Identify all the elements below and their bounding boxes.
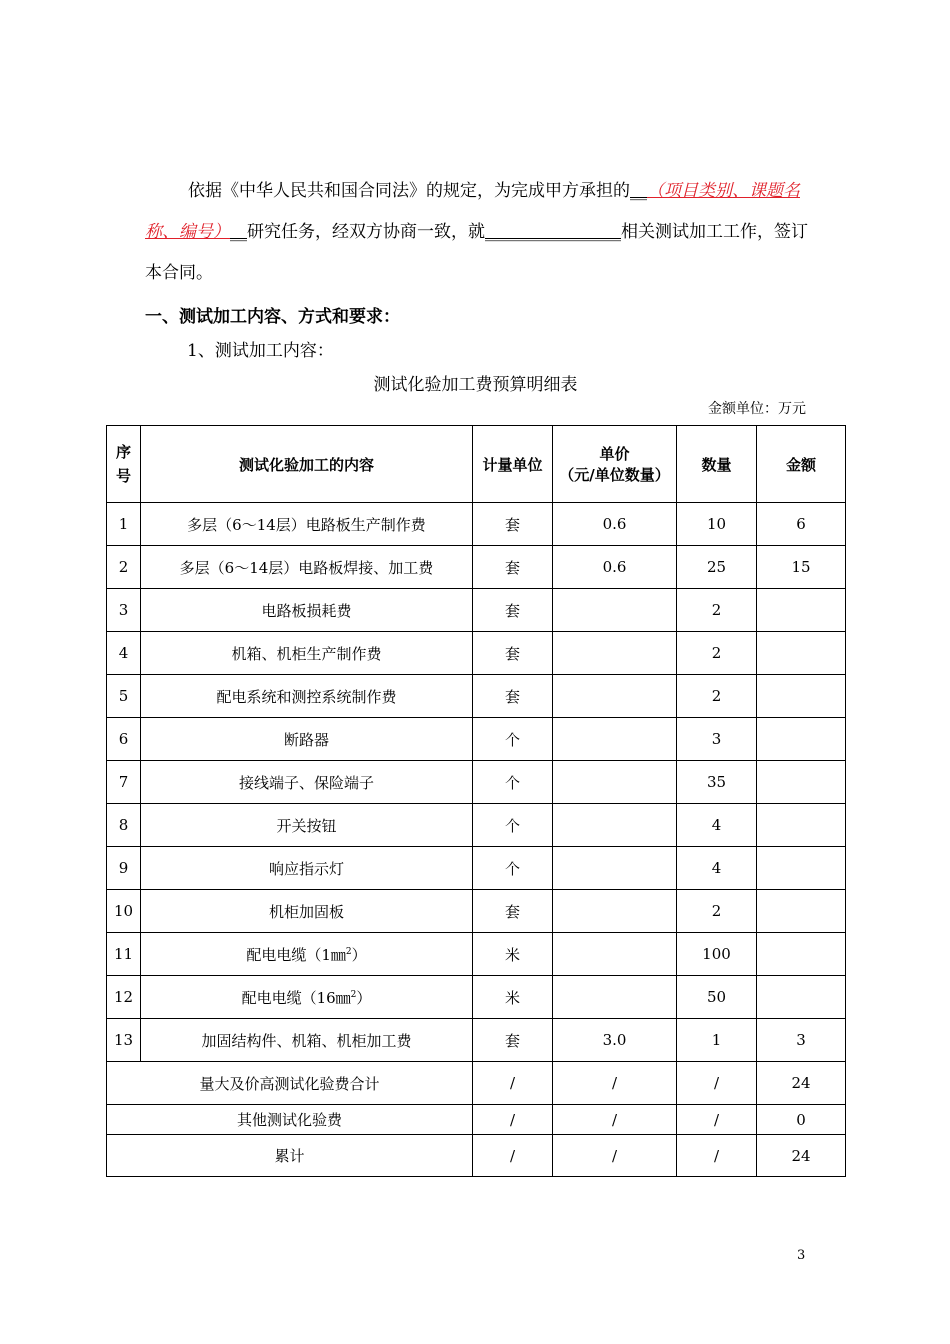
row-qty: 1 — [677, 1019, 757, 1062]
row-content: 接线端子、保险端子 — [141, 761, 473, 804]
row-unit: 套 — [473, 1019, 553, 1062]
intro-part3: 相关测试加工工作，签订本合同。 — [145, 222, 808, 283]
row-no: 3 — [107, 589, 141, 632]
row-qty: 4 — [677, 847, 757, 890]
row-unit: 个 — [473, 847, 553, 890]
header-unit: 计量单位 — [473, 426, 553, 503]
summary-unit: / — [473, 1062, 553, 1105]
summary-row — [107, 1135, 846, 1177]
summary-label: 量大及价高测试化验费合计 — [107, 1062, 473, 1105]
row-qty: 50 — [677, 976, 757, 1019]
header-qty: 数量 — [677, 426, 757, 503]
row-no: 6 — [107, 718, 141, 761]
section-heading: 一、测试加工内容、方式和要求： — [145, 307, 400, 327]
row-unit: 套 — [473, 589, 553, 632]
row-qty: 2 — [677, 675, 757, 718]
row-price — [553, 761, 677, 804]
table-row — [107, 632, 846, 675]
row-unit: 套 — [473, 546, 553, 589]
table-row — [107, 718, 846, 761]
summary-qty: / — [677, 1062, 757, 1105]
intro-part1: 依据《中华人民共和国合同法》的规定，为完成甲方承担的 — [188, 181, 630, 201]
row-content-tail: ） — [351, 945, 367, 964]
row-no: 2 — [107, 546, 141, 589]
table-row — [107, 933, 846, 976]
row-no: 13 — [107, 1019, 141, 1062]
header-price — [553, 426, 677, 503]
row-content-text: 配电电缆（16㎜ — [241, 988, 351, 1007]
header-price-line1: 单价 — [599, 445, 630, 463]
row-unit: 米 — [473, 976, 553, 1019]
table-row — [107, 503, 846, 546]
blank-1: __ — [630, 181, 647, 201]
row-no: 7 — [107, 761, 141, 804]
row-no: 12 — [107, 976, 141, 1019]
intro-part2: 研究任务，经双方协商一致，就 — [247, 222, 485, 242]
row-amount — [757, 718, 846, 761]
table-row — [107, 546, 846, 589]
budget-table — [106, 425, 846, 1177]
header-seq-label: 序号 — [115, 443, 131, 485]
table-row — [107, 1019, 846, 1062]
summary-amount: 24 — [757, 1062, 846, 1105]
summary-qty: / — [677, 1135, 757, 1177]
table-title: 测试化验加工费预算明细表 — [373, 375, 578, 395]
summary-label: 累计 — [107, 1135, 473, 1177]
row-content: 电路板损耗费 — [141, 589, 473, 632]
row-price: 0.6 — [553, 503, 677, 546]
row-content — [141, 976, 473, 1019]
row-qty: 25 — [677, 546, 757, 589]
row-no: 9 — [107, 847, 141, 890]
table-row — [107, 675, 846, 718]
row-amount: 15 — [757, 546, 846, 589]
summary-row — [107, 1062, 846, 1105]
row-unit: 个 — [473, 804, 553, 847]
summary-amount: 24 — [757, 1135, 846, 1177]
row-no: 1 — [107, 503, 141, 546]
row-qty: 2 — [677, 589, 757, 632]
row-content: 开关按钮 — [141, 804, 473, 847]
row-amount — [757, 675, 846, 718]
summary-price: / — [553, 1062, 677, 1105]
row-price — [553, 804, 677, 847]
summary-unit: / — [473, 1105, 553, 1135]
row-content: 机柜加固板 — [141, 890, 473, 933]
table-row — [107, 804, 846, 847]
summary-label: 其他测试化验费 — [107, 1105, 473, 1135]
row-content-superscript: 2 — [345, 946, 352, 957]
row-unit: 套 — [473, 675, 553, 718]
row-amount — [757, 976, 846, 1019]
table-header-row — [107, 426, 846, 503]
row-content-tail: ） — [356, 988, 372, 1007]
blank-3: ________________ — [485, 222, 621, 242]
row-unit: 个 — [473, 761, 553, 804]
unit-note: 金额单位：万元 — [708, 401, 806, 417]
row-amount — [757, 761, 846, 804]
row-price — [553, 847, 677, 890]
row-no: 8 — [107, 804, 141, 847]
row-amount — [757, 933, 846, 976]
row-no: 5 — [107, 675, 141, 718]
table-row — [107, 847, 846, 890]
row-qty: 100 — [677, 933, 757, 976]
row-price — [553, 675, 677, 718]
header-seq — [107, 426, 141, 503]
row-amount — [757, 589, 846, 632]
row-price — [553, 718, 677, 761]
row-content: 断路器 — [141, 718, 473, 761]
project-placeholder: （项目类别、课题名称、编号） — [145, 181, 800, 242]
row-content-superscript: 2 — [350, 989, 357, 1000]
row-price — [553, 976, 677, 1019]
row-content: 配电系统和测控系统制作费 — [141, 675, 473, 718]
summary-price: / — [553, 1105, 677, 1135]
row-amount: 6 — [757, 503, 846, 546]
row-qty: 2 — [677, 632, 757, 675]
row-amount — [757, 847, 846, 890]
row-qty: 3 — [677, 718, 757, 761]
row-price: 3.0 — [553, 1019, 677, 1062]
row-qty: 35 — [677, 761, 757, 804]
row-price — [553, 632, 677, 675]
row-price — [553, 589, 677, 632]
sub-heading: 1、测试加工内容： — [187, 341, 334, 361]
row-content: 多层（6～14层）电路板生产制作费 — [141, 503, 473, 546]
table-row — [107, 976, 846, 1019]
row-unit: 套 — [473, 632, 553, 675]
row-no: 4 — [107, 632, 141, 675]
row-content: 加固结构件、机箱、机柜加工费 — [141, 1019, 473, 1062]
row-qty: 10 — [677, 503, 757, 546]
row-unit: 套 — [473, 503, 553, 546]
row-amount — [757, 890, 846, 933]
row-price — [553, 933, 677, 976]
row-no: 11 — [107, 933, 141, 976]
row-content-text: 配电电缆（1㎜ — [246, 945, 346, 964]
header-content: 测试化验加工的内容 — [141, 426, 473, 503]
summary-qty: / — [677, 1105, 757, 1135]
summary-amount: 0 — [757, 1105, 846, 1135]
summary-unit: / — [473, 1135, 553, 1177]
row-no: 10 — [107, 890, 141, 933]
row-amount: 3 — [757, 1019, 846, 1062]
row-price: 0.6 — [553, 546, 677, 589]
row-content: 多层（6～14层）电路板焊接、加工费 — [141, 546, 473, 589]
table-row — [107, 890, 846, 933]
row-content — [141, 933, 473, 976]
row-qty: 4 — [677, 804, 757, 847]
row-content: 响应指示灯 — [141, 847, 473, 890]
header-price-line2: （元/单位数量） — [559, 466, 670, 484]
table-row — [107, 589, 846, 632]
blank-2: __ — [230, 222, 247, 242]
row-unit: 个 — [473, 718, 553, 761]
row-amount — [757, 632, 846, 675]
row-qty: 2 — [677, 890, 757, 933]
page-number: 3 — [797, 1248, 806, 1263]
intro-paragraph — [145, 171, 810, 294]
row-content: 机箱、机柜生产制作费 — [141, 632, 473, 675]
table-row — [107, 761, 846, 804]
header-amount: 金额 — [757, 426, 846, 503]
row-price — [553, 890, 677, 933]
row-unit: 套 — [473, 890, 553, 933]
summary-row — [107, 1105, 846, 1135]
row-unit: 米 — [473, 933, 553, 976]
summary-price: / — [553, 1135, 677, 1177]
row-amount — [757, 804, 846, 847]
